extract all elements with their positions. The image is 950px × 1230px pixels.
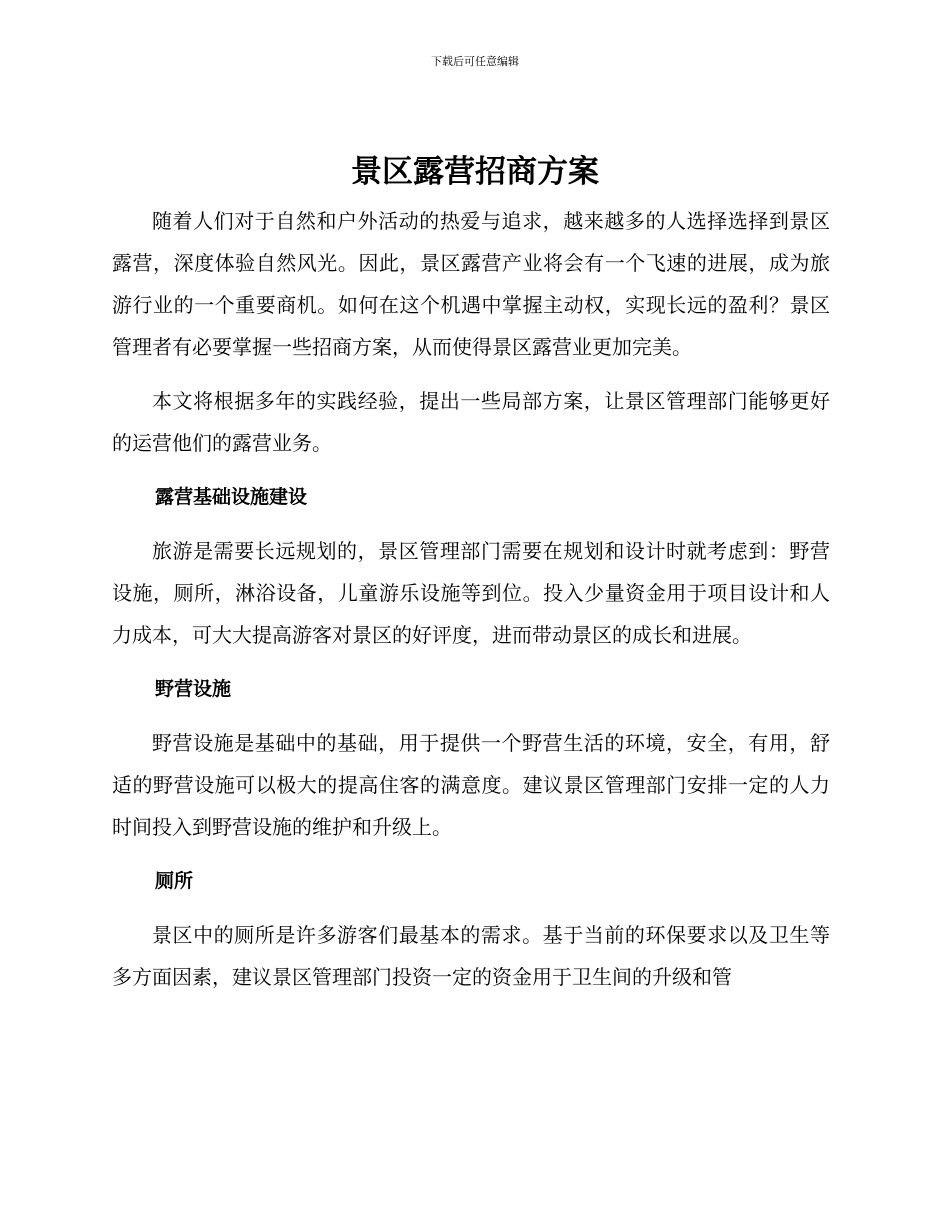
section-heading-infrastructure: 露营基础设施建设 bbox=[155, 486, 308, 508]
document-title: 景区露营招商方案 bbox=[351, 154, 599, 190]
section-heading-camping-facilities: 野营设施 bbox=[155, 678, 232, 700]
paragraph-purpose: 本文将根据多年的实践经验，提出一些局部方案，让景区管理部门能够更好的运营他们的露营业务。 bbox=[112, 389, 830, 455]
document-body bbox=[112, 200, 830, 1010]
section-heading-toilets: 厕所 bbox=[155, 870, 194, 892]
paragraph-infrastructure: 旅游是需要长远规划的，景区管理部门需要在规划和设计时就考虑到：野营设施，厕所，淋浴设备，儿童游乐设施等到位。投入少量资金用于项目设计和人力成本，可大大提高游客对景区的好评度，进而带动景区的成长和进展。 bbox=[112, 539, 830, 647]
paragraph-camping-facilities: 野营设施是基础中的基础，用于提供一个野营生活的环境，安全，有用，舒适的野营设施可以极大的提高住客的满意度。建议景区管理部门安排一定的人力时间投入到野营设施的维护和升级上。 bbox=[112, 731, 830, 839]
page-header: 下载后可任意编辑 bbox=[431, 55, 519, 68]
paragraph-intro: 随着人们对于自然和户外活动的热爱与追求，越来越多的人选择选择到景区露营，深度体验自然风光。因此，景区露营产业将会有一个飞速的进展，成为旅游行业的一个重要商机。如何在这个机遇中掌握主动权，实现长远的盈利？景区管理者有必要掌握一些招商方案，从而使得景区露营业更加完美。 bbox=[112, 209, 830, 359]
paragraph-toilets: 景区中的厕所是许多游客们最基本的需求。基于当前的环保要求以及卫生等多方面因素，建议景区管理部门投资一定的资金用于卫生间的升级和管 bbox=[112, 923, 830, 989]
